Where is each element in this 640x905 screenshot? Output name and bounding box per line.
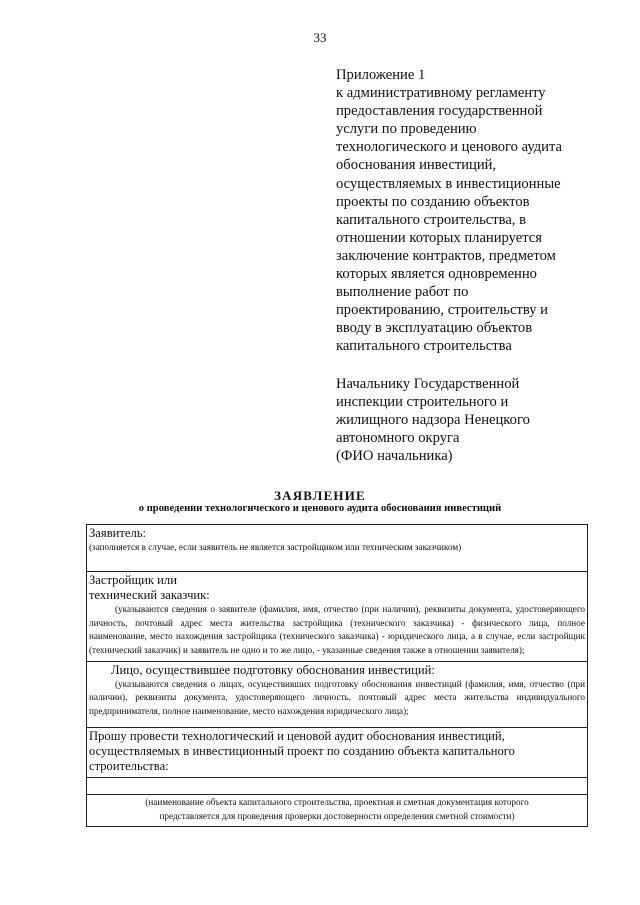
- object-input-row: [87, 778, 588, 795]
- request-line: строительства:: [89, 759, 169, 774]
- applicant-row: [87, 525, 588, 572]
- appendix-line: выполнение работ по: [336, 284, 469, 301]
- addressee-line: автономного округа: [336, 430, 460, 447]
- developer-label-line2: технический заказчик:: [89, 588, 210, 603]
- appendix-line: вводу в эксплуатацию объектов: [336, 320, 533, 337]
- request-cell[interactable]: [87, 728, 588, 778]
- object-hint-line: представляется для проведения проверки достоверности определения сметной стоимости): [159, 810, 515, 821]
- addressee-line: Начальнику Государственной: [336, 376, 520, 392]
- appendix-line: к административному регламенту: [336, 85, 546, 102]
- addressee-line: инспекции строительного и: [336, 394, 509, 411]
- document-subtitle: о проведении технологического и ценового аудита обоснования инвестиций: [138, 503, 502, 514]
- page-number: 33: [313, 30, 327, 45]
- appendix-line: технологического и ценового аудита: [336, 139, 563, 156]
- addressee-line: (ФИО начальника): [336, 448, 453, 465]
- developer-row: [87, 572, 588, 661]
- appendix-line: капитального строительства: [336, 338, 512, 355]
- appendix-line: которых является одновременно: [336, 266, 537, 283]
- preparer-cell[interactable]: [87, 661, 588, 728]
- appendix-line: отношении которых планируется: [336, 229, 542, 246]
- applicant-label: Заявитель:: [89, 526, 146, 540]
- request-row: [87, 728, 588, 778]
- appendix-line: заключение контрактов, предметом: [336, 247, 556, 264]
- object-hint-line: (наименование объекта капитального строительства, проектная и сметная документация которого: [145, 797, 529, 808]
- preparer-hint: (указываются сведения о лицах, осуществивших подготовку обоснования инвестиций (фамилия, имя, отчество (при наличии), реквизиты документа, удостоверяющего личность, почтовый адрес места жительства индивидуального предпринимателя, полное наименование, место нахождения юридического лица);: [89, 678, 585, 716]
- developer-label-line1: Застройщик или: [89, 573, 177, 588]
- applicant-hint: (заполняется в случае, если заявитель не является застройщиком или техническим заказчиком): [89, 542, 462, 552]
- developer-cell[interactable]: [87, 572, 588, 661]
- request-line: осуществляемых в инвестиционный проект по созданию объекта капитального: [89, 744, 515, 759]
- object-name-field[interactable]: [87, 778, 588, 795]
- application-form-table: [86, 524, 588, 827]
- addressee-line: жилищного надзора Ненецкого: [336, 412, 530, 429]
- appendix-header: [336, 66, 616, 356]
- appendix-line: проектированию, строительству и: [336, 302, 548, 319]
- object-hint-row: [87, 795, 588, 826]
- appendix-line: осуществляемых в инвестиционные: [336, 175, 561, 192]
- applicant-cell[interactable]: [87, 525, 588, 572]
- appendix-line: услуги по проведению: [336, 121, 477, 138]
- developer-hint: (указываются сведения о заявителе (фамилия, имя, отчество (при наличии), реквизиты документа, удостоверяющего личность, почтовый адрес места жительства застройщика (технического заказчика) - физического лица, полное наименование, место нахождения застройщика (технического заказчика) - юридического лица, а в случае, если застройщик (технический заказчик) и заявитель не одно и то же лицо, - указанные сведения также в отношении заявителя);: [89, 604, 585, 655]
- appendix-line: капитального строительства, в: [336, 211, 526, 228]
- request-line: Прошу провести технологический и ценовой аудит обоснования инвестиций,: [89, 729, 505, 744]
- appendix-line: проекты по созданию объектов: [336, 193, 530, 210]
- appendix-line: предоставления государственной: [336, 103, 543, 120]
- preparer-row: [87, 661, 588, 728]
- object-hint-cell: [87, 795, 588, 826]
- appendix-line: обоснования инвестиций,: [336, 157, 497, 174]
- preparer-label: Лицо, осуществившее подготовку обоснования инвестиций:: [111, 662, 435, 677]
- appendix-line: Приложение 1: [336, 67, 426, 83]
- document-title: ЗАЯВЛЕНИЕ: [274, 488, 366, 503]
- addressee-block: [336, 375, 616, 465]
